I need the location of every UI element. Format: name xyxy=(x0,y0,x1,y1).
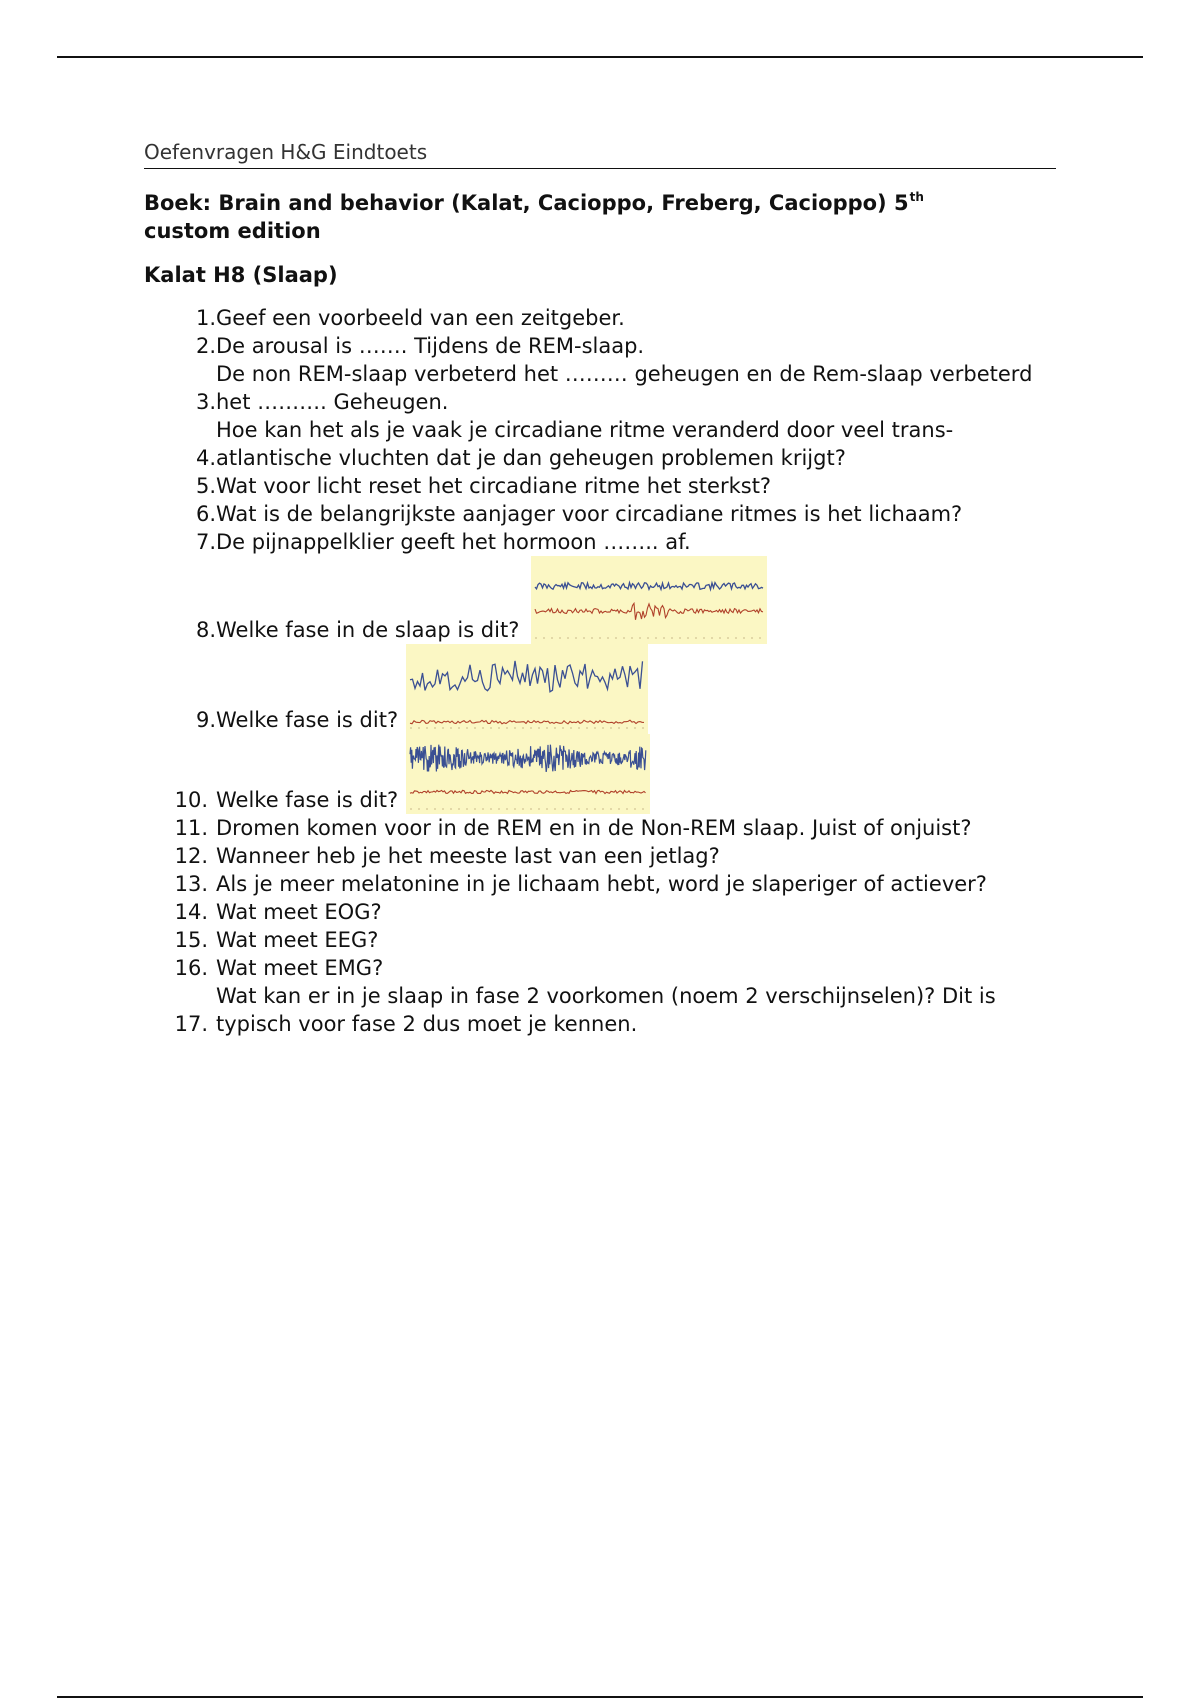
question-number: 10. xyxy=(174,788,208,812)
question-item xyxy=(144,926,1056,954)
question-number: 17. xyxy=(174,1012,208,1036)
question-list xyxy=(144,304,1056,1038)
book-edition-superscript: th xyxy=(909,190,924,204)
question-text: Welke fase is dit? xyxy=(216,788,399,812)
question-number: 12. xyxy=(174,844,208,868)
question-item xyxy=(144,360,1056,416)
question-number: 14. xyxy=(174,900,208,924)
question-item xyxy=(144,304,1056,332)
question-number: 5. xyxy=(195,474,216,498)
book-title-text: Boek: Brain and behavior (Kalat, Cacioppo, Freberg, Cacioppo) 5 xyxy=(144,191,909,215)
question-text: Geef een voorbeeld van een zeitgeber. xyxy=(216,306,625,330)
question-text: Dromen komen voor in de REM en in de Non-REM slaap. Juist of onjuist? xyxy=(216,816,972,840)
eeg-figure-rem xyxy=(406,644,648,734)
question-item xyxy=(144,332,1056,360)
question-item xyxy=(144,500,1056,528)
question-item xyxy=(144,954,1056,982)
page-bottom-rule xyxy=(57,1696,1143,1698)
page-top-rule xyxy=(57,56,1143,58)
eeg-figure-background xyxy=(406,734,650,814)
eeg-figure-stage-2 xyxy=(531,556,767,644)
question-text: De arousal is ……. Tijdens de REM-slaap. xyxy=(216,334,645,358)
question-number: 7. xyxy=(195,530,216,554)
question-text: Hoe kan het als je vaak je circadiane ritme veranderd door veel trans-atlantische vluchten dat je dan geheugen problemen krijgt? xyxy=(216,418,954,470)
question-number: 9. xyxy=(195,708,216,732)
question-number: 11. xyxy=(174,816,208,840)
question-item xyxy=(144,472,1056,500)
question-text: De pijnappelklier geeft het hormoon …….. af. xyxy=(216,530,691,554)
book-subtitle: custom edition xyxy=(144,219,321,243)
question-text: Wat meet EMG? xyxy=(216,956,384,980)
question-item xyxy=(144,734,1056,814)
question-number: 4. xyxy=(195,446,216,470)
question-item xyxy=(144,842,1056,870)
question-item xyxy=(144,870,1056,898)
question-number: 15. xyxy=(174,928,208,952)
question-number: 1. xyxy=(195,306,216,330)
question-number: 13. xyxy=(174,872,208,896)
question-text: Welke fase in de slaap is dit? xyxy=(216,618,520,642)
question-text: Als je meer melatonine in je lichaam hebt, word je slaperiger of actiever? xyxy=(216,872,987,896)
question-text: Wanneer heb je het meeste last van een jetlag? xyxy=(216,844,720,868)
question-item xyxy=(144,898,1056,926)
question-number: 3. xyxy=(195,390,216,414)
page-header: Oefenvragen H&G Eindtoets xyxy=(144,140,1056,169)
question-text: De non REM-slaap verbeterd het ……… geheugen en de Rem-slaap verbeterd het ………. Geheugen. xyxy=(216,362,1033,414)
question-text: Wat voor licht reset het circadiane ritme het sterkst? xyxy=(216,474,772,498)
question-text: Wat meet EOG? xyxy=(216,900,382,924)
question-number: 2. xyxy=(195,334,216,358)
question-text: Wat is de belangrijkste aanjager voor circadiane ritmes is het lichaam? xyxy=(216,502,963,526)
question-text: Welke fase is dit? xyxy=(216,708,399,732)
question-item xyxy=(144,814,1056,842)
document-body xyxy=(144,140,1056,1038)
question-item xyxy=(144,556,1056,644)
eeg-figure-background xyxy=(406,644,648,734)
question-number: 16. xyxy=(174,956,208,980)
question-number: 6. xyxy=(195,502,216,526)
question-item xyxy=(144,416,1056,472)
question-item xyxy=(144,528,1056,556)
question-text: Wat meet EEG? xyxy=(216,928,379,952)
eeg-figure-awake xyxy=(406,734,650,814)
book-title xyxy=(144,183,1056,245)
question-item xyxy=(144,982,1056,1038)
question-item xyxy=(144,644,1056,734)
question-number: 8. xyxy=(195,618,216,642)
question-text: Wat kan er in je slaap in fase 2 voorkomen (noem 2 verschijnselen)? Dit is typisch voor fase 2 dus moet je kennen. xyxy=(216,984,996,1036)
section-title: Kalat H8 (Slaap) xyxy=(144,263,338,287)
eeg-figure-background xyxy=(531,556,767,644)
